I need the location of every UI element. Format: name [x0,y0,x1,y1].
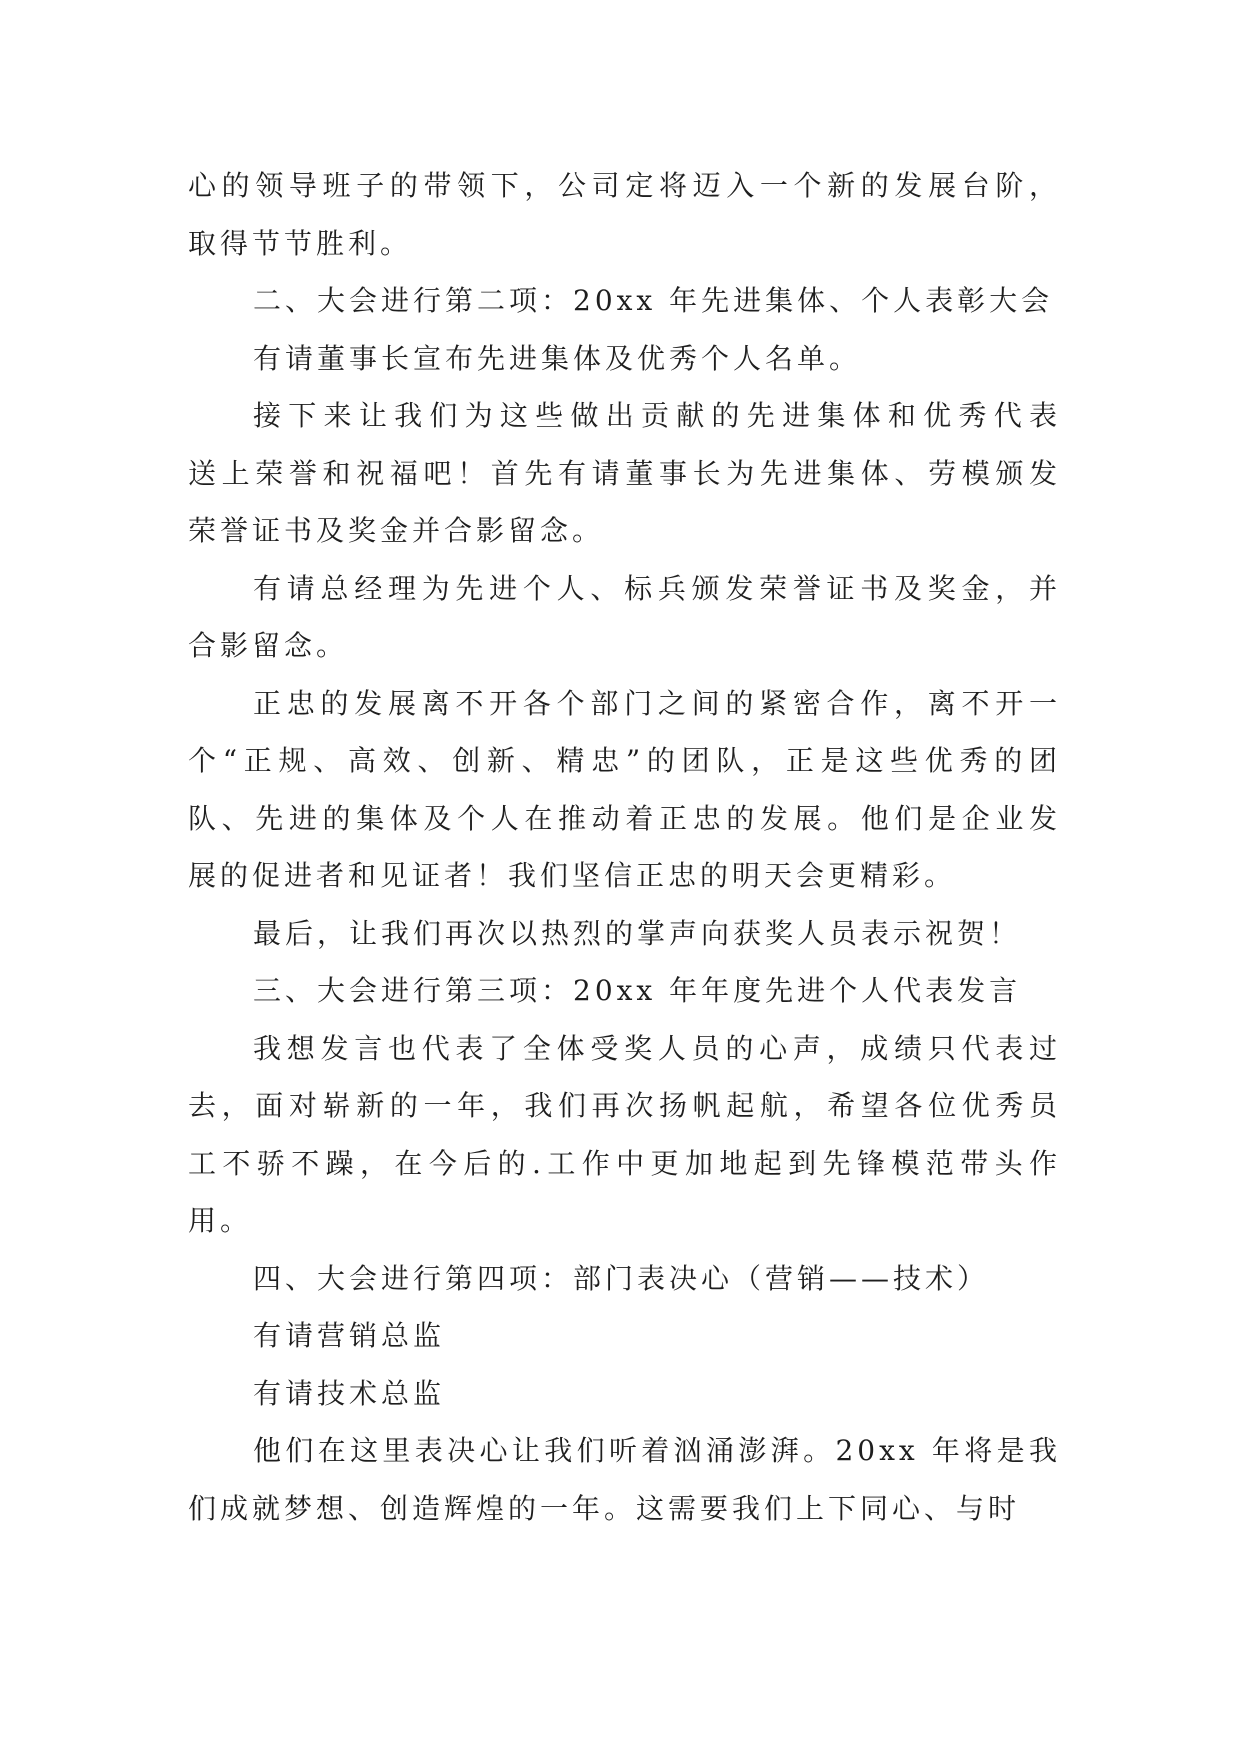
paragraph [188,675,1061,905]
paragraph-line: 展的促进者和见证者！我们坚信正忠的明天会更精彩。 [188,859,957,892]
paragraph-line: 有请总经理为先进个人、标兵颁发荣誉证书及奖金，并 [253,571,1061,605]
document-body [188,157,1061,1537]
paragraph-line: 他们在这里表决心让我们听着汹涌澎湃。20xx 年将是我 [253,1434,1061,1467]
paragraph-line: 个“正规、高效、创新、精忠”的团队，正是这些优秀的团 [188,744,1061,777]
paragraph-line: 有请营销总监 [253,1319,446,1352]
paragraph-line: 有请董事长宣布先进集体及优秀个人名单。 [253,341,862,375]
paragraph-line: 接下来让我们为这些做出贡献的先进集体和优秀代表 [253,399,1061,432]
section-heading [188,962,1061,1020]
paragraph-line: 队、先进的集体及个人在推动着正忠的发展。他们是企业发 [188,801,1061,835]
paragraph-line: 取得节节胜利。 [188,226,413,260]
paragraph-line: 荣誉证书及奖金并合影留念。 [188,514,605,547]
paragraph [188,1307,1061,1365]
paragraph [188,905,1061,963]
paragraph-line: 送上荣誉和祝福吧！首先有请董事长为先进集体、劳模颁发 [188,456,1061,490]
paragraph-line: 有请技术总监 [253,1376,446,1410]
section-heading [188,272,1061,330]
paragraph-line: 工不骄不躁，在今后的.工作中更加地起到先锋模范带头作 [188,1146,1061,1180]
paragraph [188,330,1061,388]
paragraph-line: 我想发言也代表了全体受奖人员的心声，成绩只代表过 [253,1031,1061,1065]
paragraph-line: 四、大会进行第四项：部门表决心（营销——技术） [253,1261,990,1295]
paragraph [188,1422,1061,1537]
paragraph [188,560,1061,675]
paragraph-line: 去，面对崭新的一年，我们再次扬帆起航，希望各位优秀员 [188,1089,1061,1122]
paragraph-line: 合影留念。 [188,629,349,662]
paragraph-line: 用。 [188,1204,253,1237]
paragraph [188,157,1061,272]
paragraph-line: 最后，让我们再次以热烈的掌声向获奖人员表示祝贺！ [253,916,1022,950]
paragraph [188,387,1061,560]
paragraph-line: 们成就梦想、创造辉煌的一年。这需要我们上下同心、与时 [188,1491,1021,1525]
paragraph [188,1020,1061,1250]
paragraph-line: 二、大会进行第二项：20xx 年先进集体、个人表彰大会 [253,284,1054,317]
paragraph-line: 心的领导班子的带领下，公司定将迈入一个新的发展台阶， [188,169,1061,202]
paragraph-line: 三、大会进行第三项：20xx 年年度先进个人代表发言 [253,974,1022,1007]
paragraph-line: 正忠的发展离不开各个部门之间的紧密合作，离不开一 [253,686,1061,720]
section-heading [188,1250,1061,1308]
paragraph [188,1365,1061,1423]
